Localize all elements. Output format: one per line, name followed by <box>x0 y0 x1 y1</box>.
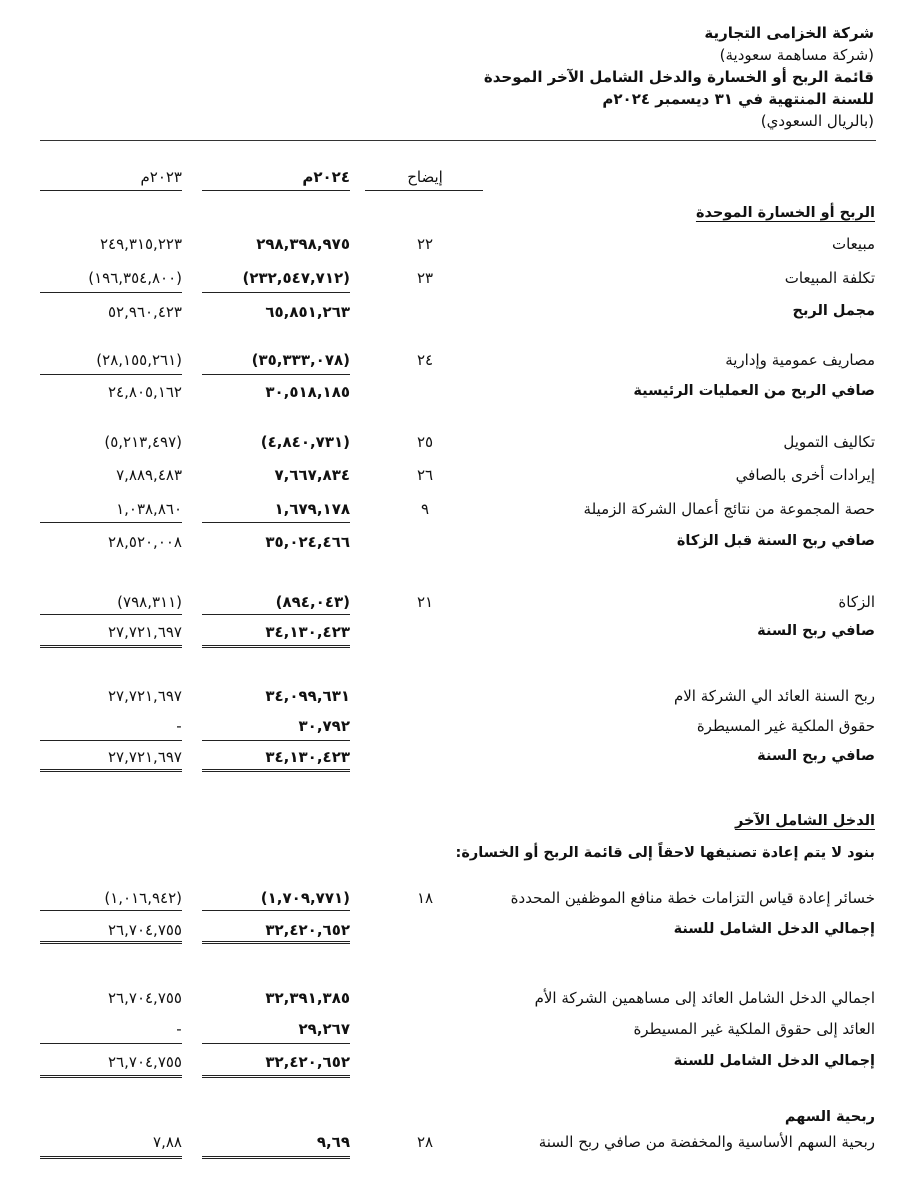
row-label: بنود لا يتم إعادة تصنيفها لاحقاً إلى قائمة الربح أو الخسارة: <box>455 845 875 861</box>
value-2024: ٣٢,٤٢٠,٦٥٢ <box>265 921 350 939</box>
row-note: ١٨ <box>416 889 434 907</box>
total-double-rule <box>202 1156 350 1159</box>
value-2024: ٩,٦٩ <box>316 1133 350 1151</box>
row-label: حقوق الملكية غير المسيطرة <box>696 717 875 735</box>
row-label: صافي ربح السنة قبل الزكاة <box>676 533 875 549</box>
table-row-subtotal <box>0 530 907 556</box>
value-2024: ١,٦٧٩,١٧٨ <box>274 500 350 518</box>
value-2023: (٢٨,١٥٥,٢٦١) <box>96 351 182 369</box>
subtotal-rule <box>40 1043 182 1044</box>
table-row <box>0 463 907 489</box>
column-header-2023: ٢٠٢٣م <box>140 168 182 186</box>
table-row-total <box>0 620 907 646</box>
row-label: تكلفة المبيعات <box>784 269 875 287</box>
total-double-rule <box>202 769 350 772</box>
table-row <box>0 266 907 292</box>
value-2023: ٢٦,٧٠٤,٧٥٥ <box>108 1053 182 1071</box>
row-note: ٢٥ <box>416 433 434 451</box>
value-2023: (١٩٦,٣٥٤,٨٠٠) <box>88 269 182 287</box>
currency-note: (بالريال السعودي) <box>760 112 874 130</box>
subtotal-rule <box>202 740 350 741</box>
section-subheading <box>0 842 907 868</box>
row-label: إجمالي الدخل الشامل للسنة <box>673 1053 875 1069</box>
value-2024: ٣٢,٣٩١,٣٨٥ <box>265 989 350 1007</box>
total-double-rule <box>40 769 182 772</box>
table-row <box>0 1130 907 1156</box>
value-2024: ٣٤,١٣٠,٤٢٣ <box>265 623 350 641</box>
row-note: ٢٦ <box>416 466 434 484</box>
table-row-total <box>0 745 907 771</box>
subtotal-rule <box>40 910 182 911</box>
row-label: ربح السنة العائد الي الشركة الام <box>673 687 875 705</box>
value-2023: - <box>176 717 182 735</box>
total-double-rule <box>40 941 182 944</box>
table-row <box>0 497 907 523</box>
value-2024: ٣٥,٠٢٤,٤٦٦ <box>265 533 350 551</box>
value-2024: (٢٣٢,٥٤٧,٧١٢) <box>242 269 350 287</box>
value-2024: ٣٤,٠٩٩,٦٣١ <box>265 687 350 705</box>
table-row <box>0 714 907 740</box>
row-label: مجمل الربح <box>792 303 875 319</box>
row-label: ربحية السهم <box>784 1109 875 1125</box>
row-label: صافي الربح من العمليات الرئيسية <box>633 383 875 399</box>
value-2023: - <box>176 1020 182 1038</box>
value-2023: ٢٧,٧٢١,٦٩٧ <box>108 623 182 641</box>
row-note: ٢٤ <box>416 351 434 369</box>
subtotal-rule <box>40 740 182 741</box>
statement-period: للسنة المنتهية في ٣١ ديسمبر ٢٠٢٤م <box>602 90 874 108</box>
total-double-rule <box>202 1075 350 1078</box>
company-type: (شركة مساهمة سعودية) <box>719 46 874 64</box>
table-row <box>0 348 907 374</box>
column-header-2024: ٢٠٢٤م <box>302 168 350 186</box>
row-label: صافي ربح السنة <box>757 748 875 764</box>
section-heading-eps <box>0 1106 907 1132</box>
table-row <box>0 430 907 456</box>
value-2023: ٧,٨٨ <box>153 1133 182 1151</box>
row-note: ٢٢ <box>416 235 434 253</box>
table-row <box>0 232 907 258</box>
row-label: حصة المجموعة من نتائج أعمال الشركة الزميلة <box>583 500 875 518</box>
row-note: ٩ <box>420 500 430 518</box>
row-note: ٢٨ <box>416 1133 434 1151</box>
row-label: خسائر إعادة قياس التزامات خطة منافع الموظفين المحددة <box>510 889 875 907</box>
value-2023: (٥,٢١٣,٤٩٧) <box>104 433 182 451</box>
company-name: شركة الخزامى التجارية <box>704 24 874 42</box>
row-note: ٢١ <box>416 593 434 611</box>
subtotal-rule <box>202 522 350 523</box>
column-header-note: إيضاح <box>407 168 443 186</box>
table-row-subtotal <box>0 380 907 406</box>
value-2023: (٧٩٨,٣١١) <box>117 593 182 611</box>
table-row <box>0 886 907 912</box>
statement-header <box>14 22 874 132</box>
total-double-rule <box>40 1075 182 1078</box>
column-rule-note <box>365 190 483 191</box>
value-2023: ٢٤٩,٣١٥,٢٢٣ <box>99 235 182 253</box>
total-double-rule <box>202 645 350 648</box>
total-double-rule <box>40 1156 182 1159</box>
value-2023: ١,٠٣٨,٨٦٠ <box>116 500 182 518</box>
table-row-total <box>0 1050 907 1076</box>
table-row <box>0 684 907 710</box>
value-2023: ٢٨,٥٢٠,٠٠٨ <box>108 533 182 551</box>
row-label: تكاليف التمويل <box>783 433 875 451</box>
row-label: إجمالي الدخل الشامل للسنة <box>673 921 875 937</box>
section-heading-profit-loss <box>0 202 907 228</box>
value-2024: ٢٩,٢٦٧ <box>298 1020 350 1038</box>
row-label: الدخل الشامل الآخر <box>734 813 875 829</box>
value-2024: ٦٥,٨٥١,٢٦٣ <box>265 303 350 321</box>
value-2023: ٢٦,٧٠٤,٧٥٥ <box>108 989 182 1007</box>
value-2024: (١,٧٠٩,٧٧١) <box>260 889 350 907</box>
value-2024: ٣٢,٤٢٠,٦٥٢ <box>265 1053 350 1071</box>
value-2023: (١,٠١٦,٩٤٢) <box>104 889 182 907</box>
value-2023: ٢٧,٧٢١,٦٩٧ <box>108 687 182 705</box>
row-label: ربحية السهم الأساسية والمخفضة من صافي ربح السنة <box>538 1133 875 1151</box>
value-2024: ٣٤,١٣٠,٤٢٣ <box>265 748 350 766</box>
row-label: مبيعات <box>831 235 875 253</box>
value-2024: (٨٩٤,٠٤٣) <box>275 593 350 611</box>
column-rule-2024 <box>202 190 350 191</box>
value-2023: ٢٤,٨٠٥,١٦٢ <box>108 383 182 401</box>
value-2023: ٥٢,٩٦٠,٤٢٣ <box>108 303 182 321</box>
subtotal-rule <box>202 910 350 911</box>
table-row <box>0 1017 907 1043</box>
subtotal-rule <box>40 522 182 523</box>
row-label: إيرادات أخرى بالصافي <box>735 466 875 484</box>
subtotal-rule <box>202 292 350 293</box>
value-2023: ٢٦,٧٠٤,٧٥٥ <box>108 921 182 939</box>
value-2024: ٧,٦٦٧,٨٣٤ <box>274 466 350 484</box>
row-label: العائد إلى حقوق الملكية غير المسيطرة <box>633 1020 875 1038</box>
value-2024: ٣٠,٥١٨,١٨٥ <box>265 383 350 401</box>
subtotal-rule <box>40 374 182 375</box>
value-2024: (٤,٨٤٠,٧٣١) <box>260 433 350 451</box>
row-label: الزكاة <box>838 593 875 611</box>
row-note: ٢٣ <box>416 269 434 287</box>
subtotal-rule <box>40 292 182 293</box>
row-label: مصاريف عمومية وإدارية <box>725 351 875 369</box>
row-label: الربح أو الخسارة الموحدة <box>695 205 875 221</box>
total-double-rule <box>40 645 182 648</box>
column-rule-2023 <box>40 190 182 191</box>
value-2023: ٢٧,٧٢١,٦٩٧ <box>108 748 182 766</box>
header-divider <box>40 140 876 141</box>
value-2024: ٢٩٨,٣٩٨,٩٧٥ <box>256 235 350 253</box>
row-label: اجمالي الدخل الشامل العائد إلى مساهمين الشركة الأم <box>534 989 875 1007</box>
subtotal-rule <box>202 614 350 615</box>
subtotal-rule <box>202 1043 350 1044</box>
value-2024: ٣٠,٧٩٢ <box>298 717 350 735</box>
value-2023: ٧,٨٨٩,٤٨٣ <box>116 466 182 484</box>
table-row-subtotal <box>0 300 907 326</box>
section-heading-oci <box>0 810 907 836</box>
subtotal-rule <box>40 614 182 615</box>
value-2024: (٣٥,٣٣٣,٠٧٨) <box>251 351 350 369</box>
table-row <box>0 590 907 616</box>
table-row <box>0 986 907 1012</box>
total-double-rule <box>202 941 350 944</box>
statement-title: قائمة الربح أو الخسارة والدخل الشامل الآخر الموحدة <box>483 68 874 86</box>
subtotal-rule <box>202 374 350 375</box>
row-label: صافي ربح السنة <box>757 623 875 639</box>
